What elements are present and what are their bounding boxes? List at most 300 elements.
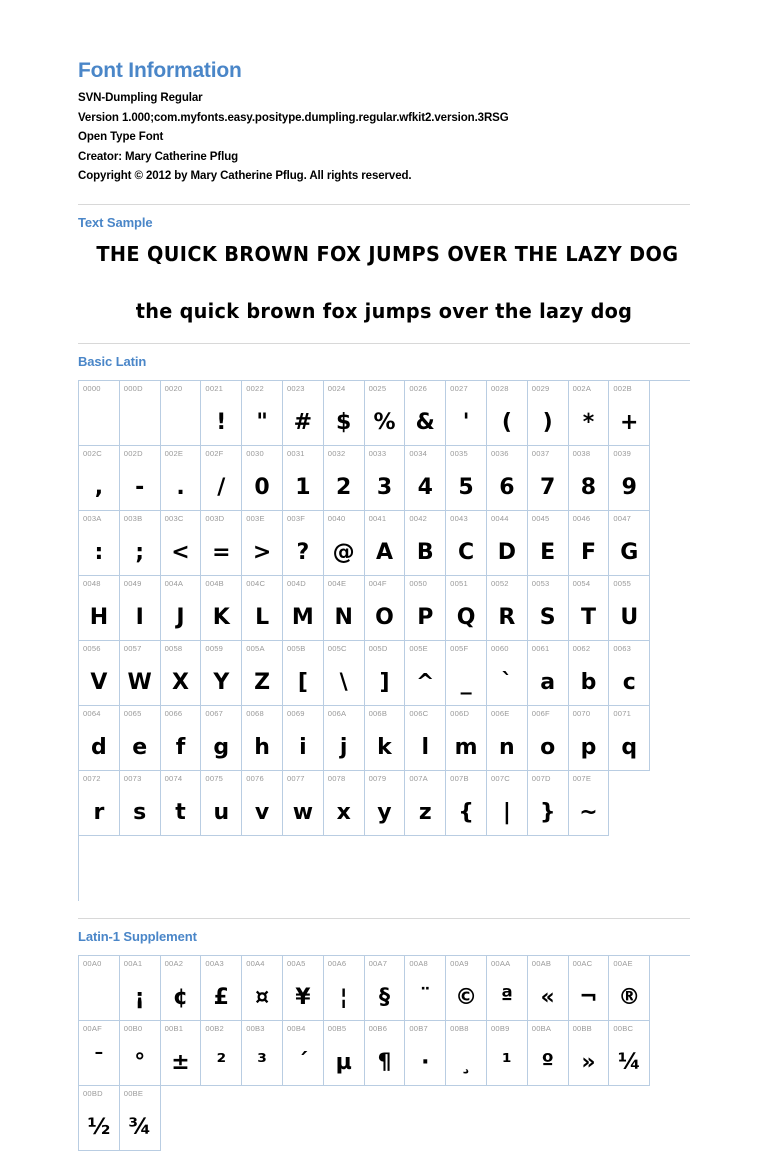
codepoint-label: 0056: [83, 643, 101, 653]
glyph-cell: [365, 446, 406, 511]
codepoint-label: 0063: [613, 643, 632, 653]
glyph-cell: [528, 706, 569, 771]
glyph-preview: t: [175, 799, 186, 825]
codepoint-label: 005D: [368, 643, 388, 653]
font-name-line: SVN-Dumpling Regular: [78, 92, 203, 104]
glyph-preview: &: [415, 409, 435, 435]
glyph-preview: j: [339, 734, 348, 760]
codepoint-label: 0053: [531, 578, 550, 588]
codepoint-label: 004E: [327, 578, 347, 588]
glyph-preview: ¨: [419, 984, 431, 1010]
glyph-preview: «: [540, 984, 555, 1010]
glyph-preview: (: [501, 409, 512, 435]
codepoint-label: 004B: [205, 578, 224, 588]
glyph-preview: W: [127, 669, 152, 695]
glyph-preview: ¤: [255, 984, 270, 1010]
codepoint-label: 003C: [164, 513, 184, 523]
glyph-cell: [569, 1021, 610, 1086]
glyph-cell: [569, 771, 610, 836]
glyph-cell: [487, 576, 528, 641]
glyph-preview: ": [256, 409, 268, 435]
codepoint-label: 0054: [572, 578, 591, 588]
codepoint-label: 00BE: [123, 1088, 144, 1098]
codepoint-label: 00B3: [246, 1023, 265, 1033]
codepoint-label: 00A5: [286, 958, 306, 968]
sample-lowercase-pangram: the quick brown fox jumps over the lazy dog: [135, 298, 633, 323]
glyph-preview: º: [541, 1049, 554, 1075]
glyph-cell-placeholder: [161, 836, 202, 901]
glyph-preview: P: [417, 604, 434, 630]
glyph-cell-placeholder: [79, 836, 120, 901]
codepoint-label: 006C: [409, 708, 429, 718]
glyph-cell: [161, 576, 202, 641]
glyph-cell: [446, 771, 487, 836]
glyph-preview: d: [91, 734, 107, 760]
glyph-cell: [446, 956, 487, 1021]
glyph-cell: [201, 511, 242, 576]
glyph-preview: n: [499, 734, 515, 760]
codepoint-label: 007B: [450, 773, 469, 783]
glyph-cell: [79, 446, 120, 511]
codepoint-label: 0072: [83, 773, 101, 783]
glyph-preview: ±: [171, 1049, 190, 1075]
codepoint-label: 002E: [164, 448, 184, 458]
glyph-preview: a: [540, 669, 556, 695]
codepoint-label: 006E: [490, 708, 510, 718]
codepoint-label: 00A2: [164, 958, 184, 968]
glyph-preview: /: [217, 474, 226, 500]
glyph-cell: [405, 771, 446, 836]
glyph-cell: [242, 511, 283, 576]
glyph-cell: [569, 511, 610, 576]
codepoint-label: 0061: [531, 643, 550, 653]
codepoint-label: 0035: [450, 448, 468, 458]
codepoint-label: 0040: [327, 513, 346, 523]
codepoint-label: 00AF: [83, 1023, 102, 1033]
glyph-preview: I: [135, 604, 144, 630]
glyph-preview: ½: [87, 1114, 111, 1140]
glyph-preview: s: [133, 799, 147, 825]
glyph-preview: :: [94, 539, 104, 565]
glyph-preview: K: [212, 604, 230, 630]
codepoint-label: 0048: [83, 578, 101, 588]
glyph-preview: y: [377, 799, 392, 825]
glyph-preview: £: [213, 984, 229, 1010]
sample-uppercase-pangram: THE QUICK BROWN FOX JUMPS OVER THE LAZY DOG: [96, 241, 679, 266]
section-latin1-supplement: [78, 918, 690, 1151]
codepoint-label: 0050: [409, 578, 428, 588]
glyph-cell: [405, 1021, 446, 1086]
glyph-preview: \: [339, 669, 348, 695]
glyph-cell: [161, 641, 202, 706]
codepoint-label: 0000: [83, 383, 101, 393]
codepoint-label: 004D: [286, 578, 306, 588]
glyph-cell: [120, 511, 161, 576]
section-text-sample: [78, 204, 690, 326]
glyph-preview: ¬: [579, 984, 598, 1010]
glyph-preview: *: [582, 409, 595, 435]
section-title-latin1-supplement: Latin-1 Supplement: [78, 928, 197, 944]
glyph-cell: [120, 641, 161, 706]
codepoint-label: 0020: [164, 383, 183, 393]
glyph-cell: [324, 576, 365, 641]
glyph-cell: [242, 771, 283, 836]
glyph-preview: <: [171, 539, 190, 565]
glyph-cell-placeholder: [201, 836, 242, 901]
section-title-basic-latin: Basic Latin: [78, 353, 147, 369]
codepoint-label: 0066: [164, 708, 183, 718]
codepoint-label: 004F: [368, 578, 387, 588]
glyph-preview: |: [502, 799, 511, 825]
codepoint-label: 0051: [450, 578, 468, 588]
glyph-preview: f: [175, 734, 186, 760]
glyph-cell: [405, 446, 446, 511]
codepoint-label: 00A0: [83, 958, 102, 968]
glyph-cell: [79, 381, 120, 446]
codepoint-label: 007D: [531, 773, 551, 783]
codepoint-label: 0074: [164, 773, 183, 783]
codepoint-label: 0047: [613, 513, 632, 523]
glyph-preview: ¾: [128, 1114, 152, 1140]
glyph-cell: [242, 1021, 283, 1086]
codepoint-label: 0038: [572, 448, 591, 458]
glyph-cell: [324, 956, 365, 1021]
codepoint-label: 007C: [490, 773, 510, 783]
codepoint-label: 00A9: [450, 958, 469, 968]
glyph-preview: k: [377, 734, 392, 760]
codepoint-label: 0067: [205, 708, 224, 718]
codepoint-label: 0044: [490, 513, 509, 523]
glyph-preview: D: [497, 539, 516, 565]
codepoint-label: 00BB: [572, 1023, 592, 1033]
glyph-cell: [242, 381, 283, 446]
glyph-cell: [324, 706, 365, 771]
codepoint-label: 0029: [531, 383, 550, 393]
glyph-preview: b: [580, 669, 597, 695]
glyph-grid-latin1-supplement: [78, 955, 690, 1151]
codepoint-label: 0041: [368, 513, 387, 523]
glyph-cell: [487, 381, 528, 446]
glyph-cell: [161, 511, 202, 576]
glyph-preview: _: [460, 669, 472, 695]
codepoint-label: 0065: [123, 708, 142, 718]
codepoint-label: 00B6: [368, 1023, 388, 1033]
glyph-preview: +: [620, 409, 639, 435]
glyph-cell: [487, 1021, 528, 1086]
page-title: Font Information: [78, 59, 242, 82]
glyph-preview: %: [373, 409, 396, 435]
glyph-cell: [609, 576, 650, 641]
codepoint-label: 0071: [613, 708, 632, 718]
codepoint-label: 006D: [450, 708, 470, 718]
codepoint-label: 0028: [490, 383, 509, 393]
glyph-cell: [161, 706, 202, 771]
codepoint-label: 0039: [613, 448, 632, 458]
codepoint-label: 0057: [123, 643, 142, 653]
glyph-preview: µ: [335, 1049, 352, 1075]
glyph-preview: #: [293, 409, 313, 435]
glyph-cell: [120, 1086, 161, 1151]
codepoint-label: 005E: [409, 643, 428, 653]
glyph-cell: [365, 576, 406, 641]
glyph-preview: ): [542, 409, 553, 435]
codepoint-label: 00AE: [613, 958, 633, 968]
glyph-preview: ¸: [460, 1049, 472, 1075]
codepoint-label: 0032: [327, 448, 346, 458]
codepoint-label: 0027: [450, 383, 468, 393]
glyph-cell: [528, 641, 569, 706]
codepoint-label: 003F: [286, 513, 306, 523]
glyph-cell: [569, 446, 610, 511]
glyph-preview: l: [421, 734, 430, 760]
glyph-cell-placeholder: [324, 836, 365, 901]
glyph-cell: [283, 446, 324, 511]
glyph-preview: ¥: [295, 984, 311, 1010]
glyph-cell: [405, 956, 446, 1021]
codepoint-label: 004A: [164, 578, 184, 588]
codepoint-label: 00B8: [450, 1023, 469, 1033]
glyph-cell: [405, 576, 446, 641]
codepoint-label: 0064: [83, 708, 101, 718]
codepoint-label: 00B7: [409, 1023, 428, 1033]
glyph-cell: [79, 576, 120, 641]
codepoint-label: 00B4: [286, 1023, 306, 1033]
glyph-preview: 5: [458, 474, 474, 500]
codepoint-label: 0049: [123, 578, 142, 588]
glyph-preview: h: [254, 734, 270, 760]
glyph-cell: [283, 641, 324, 706]
codepoint-label: 00AA: [490, 958, 511, 968]
codepoint-label: 0052: [490, 578, 509, 588]
glyph-cell: [405, 706, 446, 771]
glyph-preview: q: [621, 734, 638, 760]
glyph-preview: ¢: [172, 984, 189, 1010]
glyph-preview: 3: [376, 474, 393, 500]
codepoint-label: 0062: [572, 643, 591, 653]
glyph-cell: [283, 381, 324, 446]
glyph-preview: 9: [621, 474, 637, 500]
codepoint-label: 0036: [490, 448, 509, 458]
codepoint-label: 0043: [450, 513, 468, 523]
glyph-cell: [283, 511, 324, 576]
glyph-cell: [79, 511, 120, 576]
codepoint-label: 00A6: [327, 958, 347, 968]
glyph-cell: [528, 1021, 569, 1086]
section-basic-latin: [78, 343, 690, 901]
glyph-cell: [365, 641, 406, 706]
codepoint-label: 002B: [613, 383, 632, 393]
codepoint-label: 003A: [83, 513, 102, 523]
glyph-preview: x: [336, 799, 351, 825]
glyph-cell: [487, 511, 528, 576]
codepoint-label: 0059: [205, 643, 224, 653]
glyph-preview: u: [213, 799, 230, 825]
glyph-cell: [120, 1021, 161, 1086]
codepoint-label: 005B: [286, 643, 306, 653]
glyph-cell: [487, 641, 528, 706]
glyph-cell: [242, 641, 283, 706]
glyph-preview: m: [454, 734, 478, 760]
glyph-cell: [120, 576, 161, 641]
glyph-cell: [446, 576, 487, 641]
glyph-cell: [324, 771, 365, 836]
glyph-cell: [569, 576, 610, 641]
glyph-preview: G: [620, 539, 639, 565]
glyph-cell: [324, 446, 365, 511]
glyph-cell: [365, 1021, 406, 1086]
glyph-cell: [569, 641, 610, 706]
glyph-preview: [120, 410, 160, 436]
codepoint-label: 007E: [572, 773, 592, 783]
glyph-preview: !: [216, 409, 227, 435]
glyph-preview: F: [580, 539, 596, 565]
codepoint-label: 0073: [123, 773, 142, 783]
glyph-preview: ·: [421, 1049, 430, 1075]
font-format-line: Open Type Font: [78, 131, 164, 143]
glyph-preview: J: [176, 604, 185, 630]
glyph-cell: [365, 381, 406, 446]
glyph-preview: §: [378, 984, 390, 1010]
glyph-cell: [569, 706, 610, 771]
codepoint-label: 00BA: [531, 1023, 552, 1033]
glyph-cell: [283, 956, 324, 1021]
glyph-preview: ¹: [502, 1049, 512, 1075]
codepoint-label: 007A: [409, 773, 428, 783]
glyph-cell: [161, 1021, 202, 1086]
section-divider: [78, 343, 690, 344]
glyph-preview: @: [332, 539, 355, 565]
glyph-preview: [79, 985, 119, 1011]
codepoint-label: 00A3: [205, 958, 224, 968]
glyph-preview: ²: [216, 1049, 227, 1075]
codepoint-label: 00B1: [164, 1023, 184, 1033]
glyph-preview: ¦: [339, 984, 348, 1010]
glyph-cell: [446, 641, 487, 706]
glyph-cell: [201, 446, 242, 511]
glyph-preview: c: [622, 669, 636, 695]
codepoint-label: 0022: [246, 383, 264, 393]
glyph-preview: p: [580, 734, 597, 760]
codepoint-label: 0042: [409, 513, 428, 523]
glyph-cell: [201, 706, 242, 771]
codepoint-label: 0076: [246, 773, 264, 783]
glyph-preview: N: [334, 604, 353, 630]
section-divider: [78, 204, 690, 205]
glyph-cell: [120, 381, 161, 446]
glyph-preview: E: [540, 539, 556, 565]
glyph-cell: [242, 706, 283, 771]
glyph-cell: [446, 446, 487, 511]
codepoint-label: 005C: [327, 643, 347, 653]
glyph-cell: [405, 381, 446, 446]
codepoint-label: 0058: [164, 643, 183, 653]
glyph-preview: R: [498, 604, 516, 630]
glyph-cell: [201, 771, 242, 836]
glyph-cell: [446, 706, 487, 771]
codepoint-label: 006F: [531, 708, 550, 718]
glyph-cell: [487, 956, 528, 1021]
glyph-cell: [528, 381, 569, 446]
glyph-cell: [283, 706, 324, 771]
glyph-cell: [201, 576, 242, 641]
glyph-preview: 7: [540, 474, 556, 500]
codepoint-label: 00AC: [572, 958, 593, 968]
codepoint-label: 002C: [83, 448, 102, 458]
glyph-cell: [365, 956, 406, 1021]
glyph-preview: X: [172, 669, 189, 695]
glyph-cell: [201, 381, 242, 446]
section-divider: [78, 918, 690, 919]
glyph-preview: ]: [379, 669, 390, 695]
codepoint-label: 004C: [246, 578, 266, 588]
codepoint-label: 005A: [246, 643, 265, 653]
glyph-preview: ª: [500, 984, 514, 1010]
codepoint-label: 0046: [572, 513, 591, 523]
glyph-cell: [201, 956, 242, 1021]
section-title-text-sample: Text Sample: [78, 214, 153, 230]
glyph-preview: -: [135, 474, 145, 500]
glyph-cell-placeholder: [120, 836, 161, 901]
glyph-preview: ^: [416, 669, 435, 695]
codepoint-label: 0031: [286, 448, 305, 458]
glyph-preview: ;: [135, 539, 145, 565]
codepoint-label: 0060: [490, 643, 509, 653]
glyph-preview: w: [292, 799, 314, 825]
glyph-cell: [528, 956, 569, 1021]
glyph-cell: [609, 956, 650, 1021]
glyph-preview: 4: [417, 474, 433, 500]
glyph-cell: [242, 956, 283, 1021]
glyph-preview: ?: [296, 539, 310, 565]
codepoint-label: 0023: [286, 383, 305, 393]
glyph-preview: O: [375, 604, 394, 630]
codepoint-label: 0068: [246, 708, 264, 718]
glyph-cell: [324, 1021, 365, 1086]
glyph-cell: [79, 771, 120, 836]
glyph-cell: [120, 771, 161, 836]
glyph-cell-placeholder: [283, 836, 324, 901]
glyph-preview: B: [416, 539, 434, 565]
codepoint-label: 00B9: [490, 1023, 510, 1033]
glyph-cell: [161, 771, 202, 836]
glyph-preview: r: [93, 799, 105, 825]
glyph-preview: {: [458, 799, 474, 825]
glyph-cell: [242, 576, 283, 641]
glyph-preview: A: [375, 539, 393, 565]
glyph-preview: U: [620, 604, 639, 630]
codepoint-label: 0069: [286, 708, 305, 718]
glyph-preview: »: [581, 1049, 596, 1075]
glyph-cell: [609, 1021, 650, 1086]
glyph-preview: [79, 410, 119, 436]
glyph-cell: [161, 956, 202, 1021]
glyph-cell: [324, 641, 365, 706]
codepoint-label: 0033: [368, 448, 387, 458]
glyph-cell: [161, 446, 202, 511]
glyph-preview: >: [252, 539, 272, 565]
glyph-preview: S: [539, 604, 556, 630]
glyph-cell: [79, 956, 120, 1021]
glyph-preview: T: [580, 604, 596, 630]
glyph-cell: [365, 706, 406, 771]
codepoint-label: 00A1: [123, 958, 143, 968]
codepoint-label: 006B: [368, 708, 388, 718]
glyph-cell: [609, 381, 650, 446]
glyph-cell: [120, 706, 161, 771]
glyph-preview: M: [291, 604, 314, 630]
glyph-preview: =: [212, 539, 231, 565]
glyph-preview: 8: [580, 474, 597, 500]
